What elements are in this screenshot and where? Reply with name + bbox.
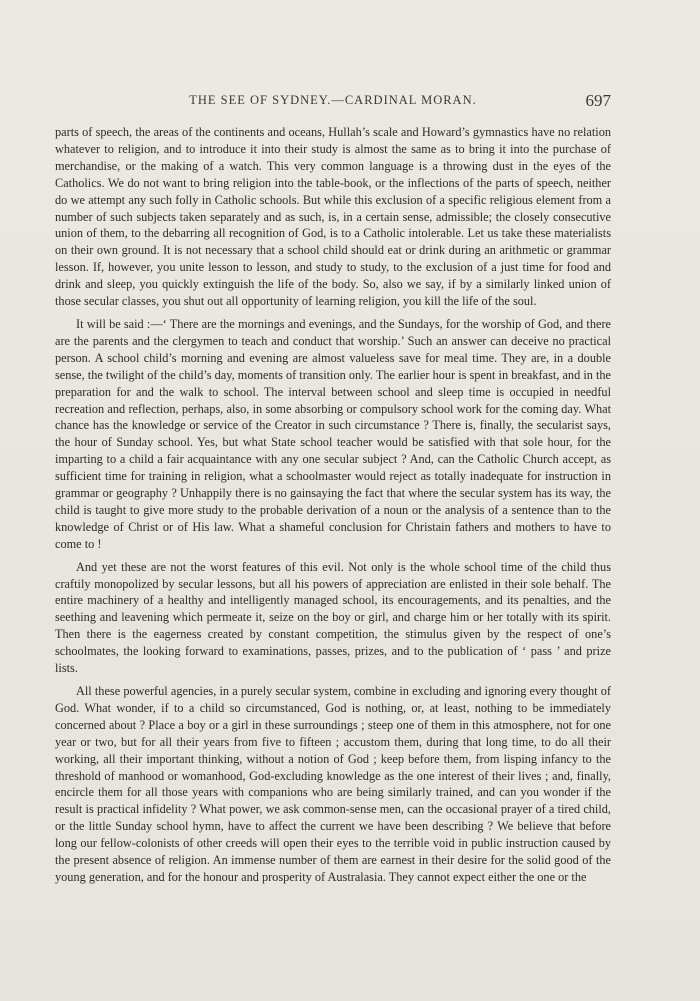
page-number: 697 <box>585 91 611 110</box>
running-title: THE SEE OF SYDNEY.—CARDINAL MORAN. <box>189 93 477 107</box>
paragraph-3: And yet these are not the worst features of this evil. Not only is the whole school time of the child thus craftily monopolized by secular lessons, but all his powers of appreciation are enlisted in their sole behalf. The entire machinery of a healthy and intelligently managed school, its encouragements, and its penalties, and the seething and leavening which permeate it, seize on the boy or girl, and charge him or her totally with its spirit. Then there is the eagerness created by constant competition, the stimulus given by the respect of one’s schoolmates, the looking forward to examinations, passes, prizes, and to the publication of ‘ pass ’ and prize lists. <box>55 559 611 676</box>
body-text <box>55 124 611 886</box>
paragraph-2: It will be said :—‘ There are the mornings and evenings, and the Sundays, for the worship of God, and there are the parents and the clergymen to teach and conduct that worship.’ Such an answer can deceive no practical person. A school child’s morning and evening are almost valueless save for meal time. They are, in a double sense, the twilight of the child’s day, moments of transition only. The earlier hour is spent in breakfast, and in the preparation for and the walk to school. The interval between school and sleep time is occupied in needful recreation and reflection, perhaps, also, in some absorbing or compulsory school work for the coming day. What chance has the knowledge or service of the Creator in such circumstance ? There is, finally, the secularist says, the hour of Sunday school. Yes, but what State school teacher would be satisfied with that sole hour, for the imparting to a child a fair acquaintance with any one secular subject ? And, can the Catholic Church accept, as sufficient time for training in religion, what a schoolmaster would reject as totally inadequate for instruction in grammar or geography ? Unhappily there is no gainsaying the fact that where the secular system has its way, the child is taught to give more study to the probable derivation of a noun or the analysis of a sentence than to the knowledge of Christ or of His law. What a shameful conclusion for Christain fathers and mothers to have to come to ! <box>55 316 611 551</box>
paragraph-4: All these powerful agencies, in a purely secular system, combine in excluding and ignoring every thought of God. What wonder, if to a child so circumstanced, God is nothing, or, at least, nothing to be immediately concerned about ? Place a boy or a girl in these surroundings ; steep one of them in this atmosphere, not for one year or two, but for all their years from five to fifteen ; accustom them, during that long time, to do all their working, all their important thinking, without a notion of God ; keep before them, from lisping infancy to the threshold of manhood or womanhood, God-excluding knowledge as the one interest of their lives ; and, finally, encircle them for all those years with companions who are being similarly trained, and can you wonder if the result is practical infidelity ? What power, we ask common-sense men, can the occasional prayer of a tired child, or the little Sunday school hymn, have to affect the current we have been describing ? We believe that before long our fellow-colonists of other creeds will open their eyes to the terrible void in public instruction caused by the present absence of religion. An immense number of them are earnest in their desire for the solid good of the young generation, and for the honour and prosperity of Australasia. They cannot expect either the one or the <box>55 684 611 884</box>
paragraph-1: parts of speech, the areas of the continents and oceans, Hullah’s scale and Howard’s gymnastics have no relation whatever to religion, and to introduce it into their study is almost the same as to bring it into the purchase of merchandise, or the making of a watch. This very common language is a throwing dust in the eyes of the Catholics. We do not want to bring religion into the table-book, or the inflections of the parts of speech, neither do we attempt any such folly in Catholic schools. But while this exclusion of a specific religious element from a number of such subjects taken separately and as such, is, in a certain sense, admissible; the closely consecutive union of them, to the debarring all recognition of God, is to a Catholic intolerable. Let us take these materialists on their own ground. It is not necessary that a school child should eat or drink during an arithmetic or grammar lesson. If, however, you unite lesson to lesson, and study to study, to the exclusion of a just time for food and drink and sleep, you quickly extinguish the life of the body. So, also we say, if by a similarly linked union of those secular classes, you shut out all opportunity of learning religion, you kill the life of the soul. <box>55 125 611 309</box>
page-header <box>55 91 611 111</box>
